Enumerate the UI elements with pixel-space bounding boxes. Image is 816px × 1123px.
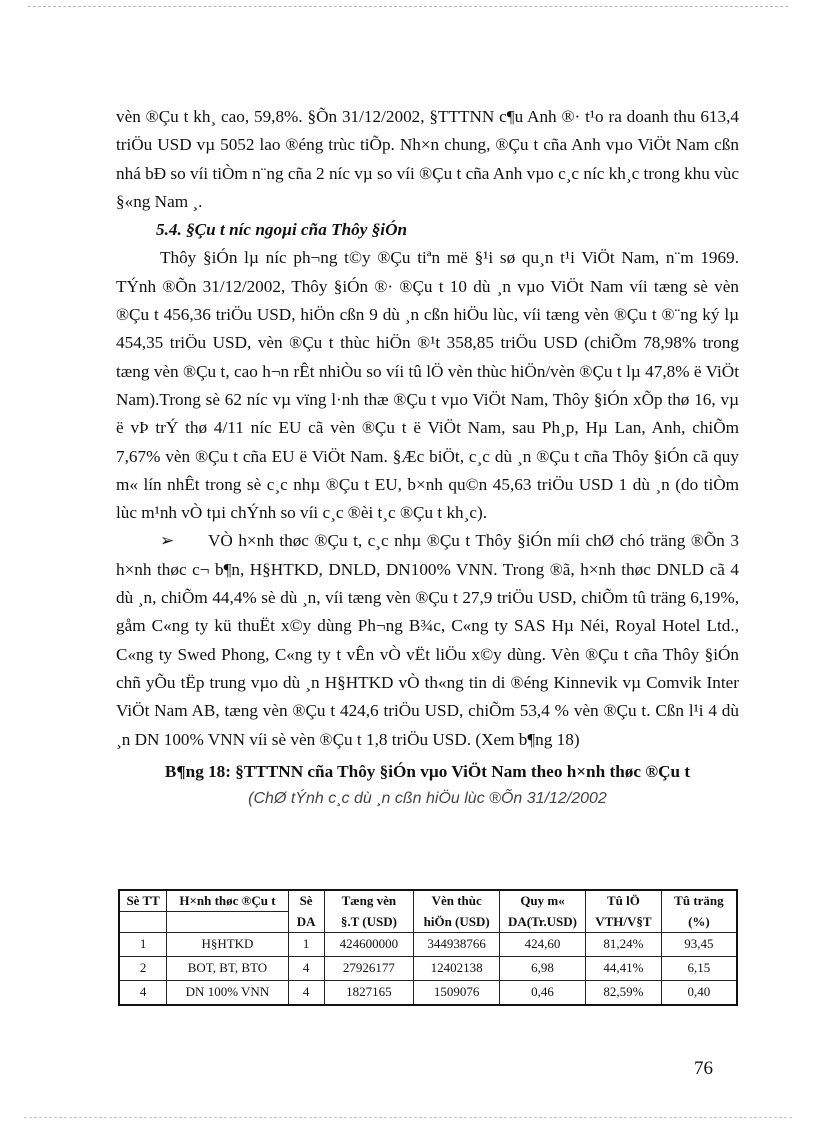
cell-share: 0,40 (661, 980, 737, 1005)
header-ratio-line2: VTH/V§T (585, 912, 661, 933)
cell-form: BOT, BT, BTO (167, 956, 288, 980)
table-row (119, 980, 737, 1005)
cell-impl: 12402138 (414, 956, 500, 980)
header-da-line1: Sè (288, 890, 324, 912)
bottom-dashed-rule (24, 1117, 792, 1118)
cell-scale: 6,98 (500, 956, 586, 980)
paragraph-sweden-overview: Thôy §iÓn lµ níc ph¬ng t©y ®Çu tiªn më §¹i sø qu¸n t¹i ViÖt Nam, n¨m 1969. TÝnh ®Õn 31/12/2002, Thôy §iÓn ®· ®Çu t 10 dù ¸n vµo ViÖt Nam víi tæng sè vèn ®Çu t 456,36 triÖu USD, hiÖn cßn 9 dù ¸n cßn hiÖu lùc, víi tæng vèn ®Çu t ®¨ng ký lµ 454,35 triÖu USD, vèn ®Çu t thùc hiÖn ®¹t 358,85 triÖu USD (chiÕm 78,98% trong tæng vèn ®Çu t, cao h¬n rÊt nhiÒu so víi tû lÖ vèn thùc hiÖn/vèn ®Çu t lµ 47,8% ë ViÖt Nam).Trong sè 62 níc vµ vïng l·nh thæ ®Çu t vµo ViÖt Nam, Thôy §iÓn xÕp thø 16, vµ ë vÞ trÝ thø 4/11 níc EU cã vèn ®Çu t ë ViÖt Nam, sau Ph¸p, Hµ Lan, Anh, chiÕm 7,67% vèn ®Çu t cña EU ë ViÖt Nam. §Æc biÖt, c¸c dù ¸n ®Çu t cña Thôy §iÓn cã quy m« lín nhÊt trong sè c¸c nhµ ®Çu t EU, b×nh qu©n 45,63 triÖu USD 1 dù ¸n (do tiÒm lùc m¹nh vÒ tµi chÝnh so víi c¸c ®èi t¸c ®Çu t kh¸c). (116, 248, 739, 523)
investment-form-table (118, 889, 738, 1006)
paragraph-investment-forms (116, 527, 739, 753)
cell-scale: 424,60 (500, 932, 586, 956)
cell-da: 4 (288, 980, 324, 1005)
header-form: H×nh thøc ®Çu t (167, 890, 288, 912)
cell-impl: 344938766 (414, 932, 500, 956)
cell-scale: 0,46 (500, 980, 586, 1005)
header-impl-line2: hiÖn (USD) (414, 912, 500, 933)
header-share-line2: (%) (661, 912, 737, 933)
cell-share: 93,45 (661, 932, 737, 956)
cell-ratio: 82,59% (585, 980, 661, 1005)
arrow-bullet-icon: ➢ (160, 531, 175, 551)
table-subtitle: (ChØ tÝnh c¸c dù ¸n cßn hiÖu lùc ®Õn 31/12/2002 (248, 790, 607, 808)
cell-form: H§HTKD (167, 932, 288, 956)
cell-da: 4 (288, 956, 324, 980)
cell-total: 27926177 (324, 956, 414, 980)
header-share-line1: Tû träng (661, 890, 737, 912)
cell-da: 1 (288, 932, 324, 956)
page-number: 76 (694, 1058, 713, 1079)
cell-total: 1827165 (324, 980, 414, 1005)
section-heading: 5.4. §Çu t níc ngoµi cña Thôy §iÓn (156, 220, 408, 240)
cell-form: DN 100% VNN (167, 980, 288, 1005)
header-total-line2: §.T (USD) (324, 912, 414, 933)
header-da-line2: DA (288, 912, 324, 933)
cell-share: 6,15 (661, 956, 737, 980)
top-dashed-rule (28, 6, 788, 7)
cell-stt: 2 (119, 956, 167, 980)
cell-ratio: 81,24% (585, 932, 661, 956)
paragraph-uk-investment: vèn ®Çu t kh¸ cao, 59,8%. §Õn 31/12/2002, §TTTNN c¶u Anh ®· t¹o ra doanh thu 613,4 triÖu USD vµ 5052 lao ®éng trùc tiÕp. Nh×n chung, ®Çu t cña Anh vµo ViÖt Nam cßn nhá bÐ so víi tiÒm n¨ng cña 2 níc vµ so víi ®Çu t cña Anh vµo c¸c níc kh¸c trong khu vùc §«ng Nam ¸. (116, 107, 739, 211)
header-total-line1: Tæng vèn (324, 890, 414, 912)
header-scale-line2: DA(Tr.USD) (500, 912, 586, 933)
header-impl-line1: Vèn thùc (414, 890, 500, 912)
table-row (119, 956, 737, 980)
table-title: B¶ng 18: §TTTNN cña Thôy §iÓn vµo ViÖt Nam theo h×nh thøc ®Çu t (164, 761, 691, 781)
paragraph-investment-forms-text: VÒ h×nh thøc ®Çu t, c¸c nhµ ®Çu t Thôy §iÓn míi chØ chó träng ®Õn 3 h×nh thøc c¬ b¶n, H§HTKD, DNLD, DN100% VNN. Trong ®ã, h×nh thøc DNLD cã 4 dù ¸n, chiÕm 44,4% sè dù ¸n, víi tæng vèn ®Çu t 27,9 triÖu USD, chiÕm tû träng 6,19%, gåm C«ng ty kü thuËt x©y dùng Ph¬ng B¾c, C«ng ty SAS Hµ Néi, Royal Hotel Ltd., C«ng ty Swed Phong, C«ng ty t vÊn vÒ vËt liÖu x©y dùng. Vèn ®Çu t cña Thôy §iÓn chñ yÕu tËp trung vµo dù ¸n H§HTKD vÒ th«ng tin di ®éng Kinnevik vµ Comvik Inter ViÖt Nam AB, tæng vèn ®Çu t 424,6 triÖu USD, chiÕm 53,4 % vèn ®Çu t. Cßn l¹i 4 dù ¸n DN 100% VNN víi sè vèn ®Çu t 1,8 triÖu USD. (Xem b¶ng 18) (116, 531, 739, 749)
body-text (116, 103, 739, 812)
cell-impl: 1509076 (414, 980, 500, 1005)
table-row (119, 932, 737, 956)
cell-total: 424600000 (324, 932, 414, 956)
cell-ratio: 44,41% (585, 956, 661, 980)
cell-stt: 1 (119, 932, 167, 956)
header-stt: Sè TT (119, 890, 167, 912)
header-scale-line1: Quy m« (500, 890, 586, 912)
cell-stt: 4 (119, 980, 167, 1005)
header-ratio-line1: Tû lÖ (585, 890, 661, 912)
